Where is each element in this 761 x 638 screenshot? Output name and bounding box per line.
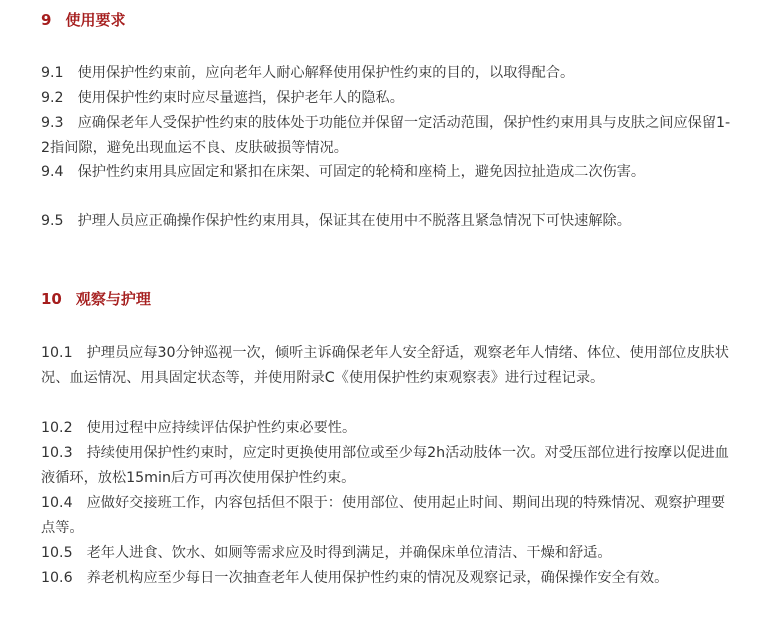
section-9-heading bbox=[41, 10, 125, 30]
clause-10-4 bbox=[41, 491, 731, 540]
section-10-number: 10 bbox=[41, 290, 62, 308]
clause-9-2 bbox=[41, 86, 731, 111]
section-9-number: 9 bbox=[41, 11, 52, 29]
clause-9-1 bbox=[41, 61, 731, 86]
clause-text: 护理员应每30分钟巡视一次，倾听主诉确保老年人安全舒适，观察老年人情绪、体位、使用部位皮肤状况、血运情况、用具固定状态等，并使用附录C《使用保护性约束观察表》进行过程记录。 bbox=[41, 345, 729, 386]
clause-number: 9.4 bbox=[41, 164, 64, 180]
clause-number: 10.4 bbox=[41, 495, 73, 511]
clause-text: 保护性约束用具应固定和紧扣在床架、可固定的轮椅和座椅上，避免因拉扯造成二次伤害。 bbox=[77, 164, 646, 180]
clause-9-3 bbox=[41, 111, 731, 160]
clause-10-1 bbox=[41, 341, 731, 390]
clause-number: 10.5 bbox=[41, 545, 73, 561]
clause-text: 应确保老年人受保护性约束的肢体处于功能位并保留一定活动范围，保护性约束用具与皮肤之间应保留1-2指间隙，避免出现血运不良、皮肤破损等情况。 bbox=[41, 115, 731, 156]
clause-10-5 bbox=[41, 541, 731, 566]
clause-text: 使用过程中应持续评估保护性约束必要性。 bbox=[86, 420, 357, 436]
clause-text: 应做好交接班工作，内容包括但不限于：使用部位、使用起止时间、期间出现的特殊情况、观察护理要点等。 bbox=[41, 495, 726, 536]
clause-text: 持续使用保护性约束时，应定时更换使用部位或至少每2h活动肢体一次。对受压部位进行按摩以促进血液循环，放松15min后方可再次使用保护性约束。 bbox=[41, 445, 729, 486]
clause-text: 养老机构应至少每日一次抽查老年人使用保护性约束的情况及观察记录，确保操作安全有效。 bbox=[86, 570, 669, 586]
clause-number: 9.2 bbox=[41, 90, 64, 106]
clause-number: 9.1 bbox=[41, 65, 64, 81]
clause-text: 老年人进食、饮水、如厕等需求应及时得到满足，并确保床单位清洁、干燥和舒适。 bbox=[86, 545, 612, 561]
clause-number: 10.3 bbox=[41, 445, 73, 461]
clause-text: 使用保护性约束前，应向老年人耐心解释使用保护性约束的目的，以取得配合。 bbox=[77, 65, 575, 81]
clause-9-4 bbox=[41, 160, 731, 185]
section-10-title: 观察与护理 bbox=[75, 290, 151, 308]
clause-number: 9.3 bbox=[41, 115, 64, 131]
clause-10-6 bbox=[41, 566, 731, 591]
clause-number: 10.6 bbox=[41, 570, 73, 586]
clause-number: 10.2 bbox=[41, 420, 73, 436]
section-9-title: 使用要求 bbox=[65, 11, 126, 29]
clause-9-5 bbox=[41, 209, 731, 234]
clause-text: 使用保护性约束时应尽量遮挡，保护老年人的隐私。 bbox=[77, 90, 404, 106]
clause-number: 9.5 bbox=[41, 213, 64, 229]
clause-number: 10.1 bbox=[41, 345, 73, 361]
clause-10-3 bbox=[41, 441, 731, 490]
clause-10-2 bbox=[41, 416, 731, 441]
clause-text: 护理人员应正确操作保护性约束用具，保证其在使用中不脱落且紧急情况下可快速解除。 bbox=[77, 213, 631, 229]
section-10-heading bbox=[41, 289, 151, 309]
